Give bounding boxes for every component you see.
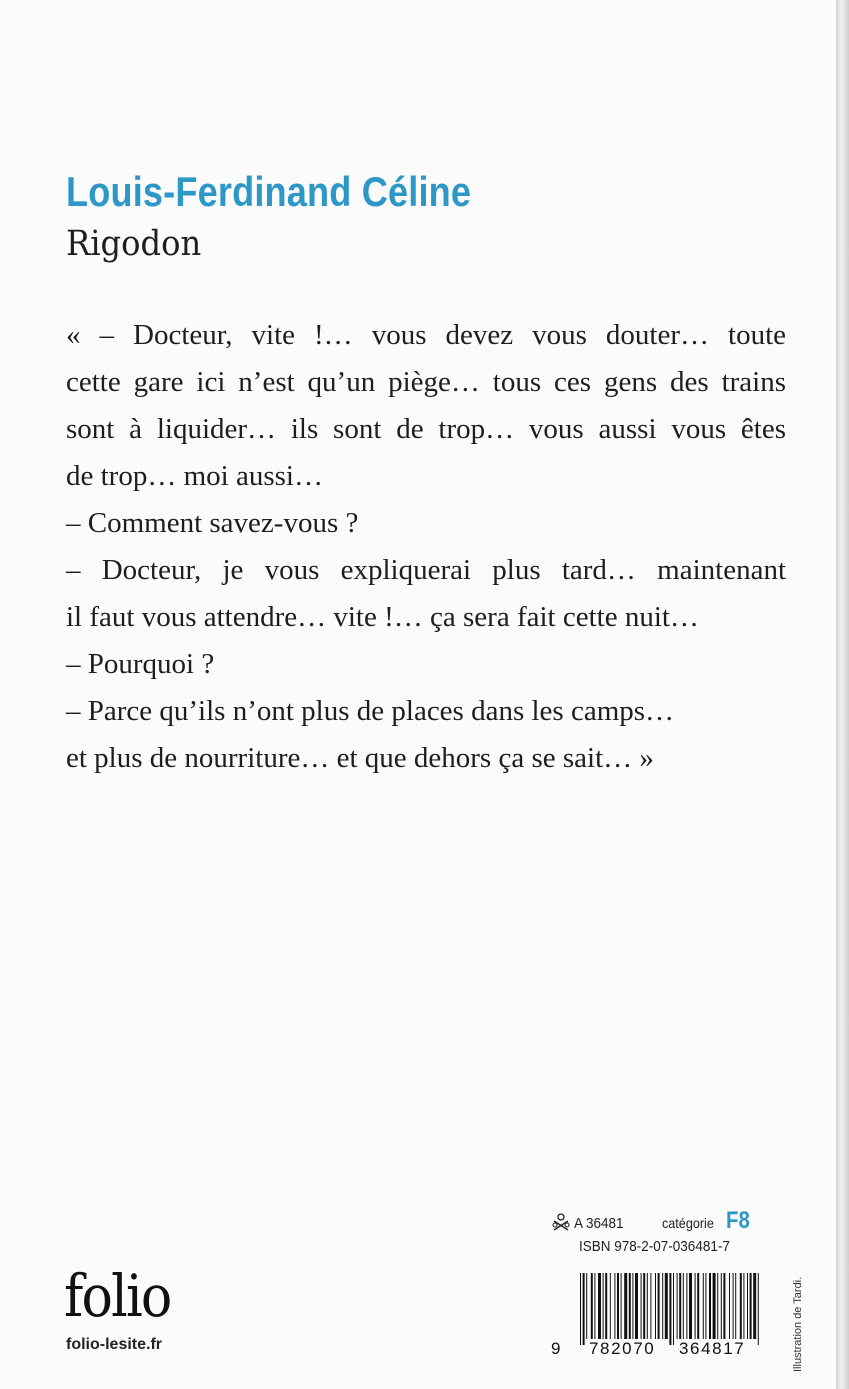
quote-line: de trop… moi aussi… [66, 460, 323, 492]
barcode-bar [658, 1273, 660, 1339]
barcode-bar [610, 1273, 611, 1339]
barcode-bar [669, 1273, 671, 1345]
barcode-bar [689, 1273, 692, 1339]
barcode-bar [695, 1273, 696, 1339]
category-label: catégorie [662, 1215, 714, 1231]
barcode-bar [655, 1273, 656, 1339]
barcode-bar [643, 1273, 645, 1339]
barcode-bar [723, 1273, 725, 1339]
barcode-bar [697, 1273, 699, 1339]
barcode-bar [617, 1273, 619, 1339]
barcode-bar [750, 1273, 752, 1339]
illustration-credit: Illustration de Tardi. [792, 1276, 804, 1372]
barcode-bar [740, 1273, 742, 1339]
barcode-bar [603, 1273, 604, 1339]
barcode-bar [586, 1273, 587, 1339]
barcode-bar [705, 1273, 706, 1339]
barcode-bar [753, 1273, 756, 1339]
quote-line: – Pourquoi ? [66, 648, 215, 680]
barcode-bar [665, 1273, 668, 1339]
quote-line: – Docteur, je vous expliquerai plus tard… maintenant [66, 554, 786, 586]
barcode-bar [733, 1273, 734, 1339]
barcode-bar [758, 1273, 759, 1345]
barcode-bar [614, 1273, 615, 1339]
barcode-digits: 364817 [679, 1339, 746, 1358]
barcode-bar [679, 1273, 681, 1339]
barcode-bar [635, 1273, 638, 1339]
quote-line: – Comment savez-vous ? [66, 507, 359, 539]
barcode-bar [721, 1273, 722, 1339]
barcode-bar [598, 1273, 601, 1339]
barcode-bar [583, 1273, 585, 1345]
quote-line: et plus de nourriture… et que dehors ça se sait… » [66, 742, 654, 774]
quote-line: sont à liquider… ils sont de trop… vous aussi vous êtes [66, 413, 786, 445]
barcode-digit: 9 [551, 1339, 561, 1358]
barcode-bar [743, 1273, 744, 1339]
barcode-bars [579, 1273, 762, 1345]
barcode-bar [729, 1273, 730, 1339]
barcode-bar [703, 1273, 704, 1339]
barcode-bar [605, 1273, 607, 1339]
publisher-website: folio-lesite.fr [66, 1336, 163, 1353]
isbn: ISBN 978-2-07-036481-7 [579, 1238, 730, 1255]
blurb-quote [66, 312, 786, 782]
barcode-digits: 782070 [589, 1339, 656, 1358]
barcode-bar [673, 1273, 674, 1345]
barcode [551, 1273, 766, 1365]
category-value: F8 [726, 1207, 750, 1234]
barcode-bar [686, 1273, 687, 1339]
catalog-info [551, 1207, 754, 1255]
barcode-bar [647, 1273, 648, 1339]
quote-line: – Parce qu’ils n’ont plus de places dans les camps… [66, 695, 675, 727]
barcode-bar [709, 1273, 711, 1339]
barcode-bar [747, 1273, 748, 1339]
folio-logo: folio [64, 1262, 171, 1330]
quote-line: cette gare ici n’est qu’un piège… tous ces gens des trains [66, 366, 786, 398]
barcode-bar [641, 1273, 642, 1339]
barcode-bar [677, 1273, 678, 1339]
barcode-bar [650, 1273, 651, 1339]
barcode-bar [683, 1273, 684, 1339]
barcode-bar [735, 1273, 736, 1339]
barcode-bar [621, 1273, 622, 1339]
author-name: Louis-Ferdinand Céline [66, 168, 472, 215]
barcode-bar [580, 1273, 581, 1345]
barcode-bar [717, 1273, 718, 1339]
page-edge [836, 0, 849, 1389]
gallimard-emblem-icon [551, 1213, 571, 1231]
barcode-bar [629, 1273, 631, 1339]
barcode-bar [594, 1273, 595, 1339]
barcode-bar [662, 1273, 663, 1339]
quote-line: « – Docteur, vite !… vous devez vous douter… toute [66, 319, 786, 351]
catalog-code: A 36481 [574, 1215, 624, 1232]
book-title: Rigodon [66, 224, 202, 264]
barcode-bar [632, 1273, 633, 1339]
barcode-bar [713, 1273, 716, 1339]
barcode-bar [591, 1273, 593, 1339]
barcode-bar [624, 1273, 627, 1339]
quote-line: il faut vous attendre… vite !… ça sera fait cette nuit… [66, 601, 699, 633]
